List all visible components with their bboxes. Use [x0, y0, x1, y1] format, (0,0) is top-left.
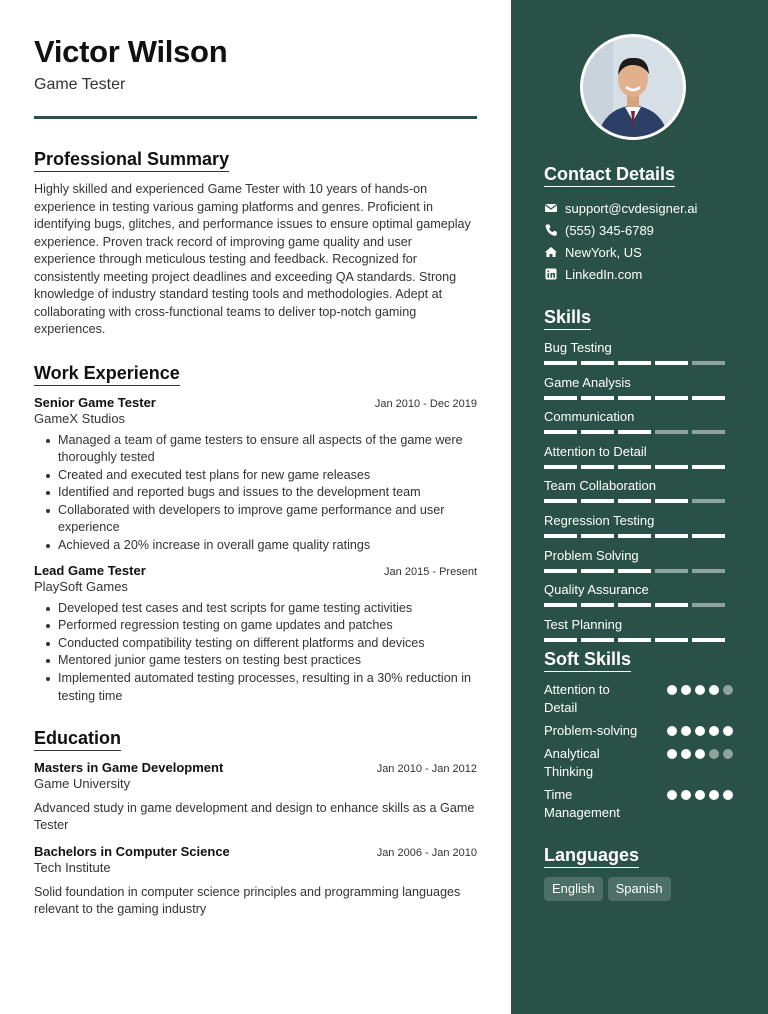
- email-text: support@cvdesigner.ai: [565, 200, 698, 216]
- skill-level-segment: [692, 499, 725, 503]
- skill-level-segment: [692, 569, 725, 573]
- education-entry: [34, 844, 477, 918]
- rating-dot: [667, 726, 677, 736]
- rating-dot: [695, 790, 705, 800]
- skill-item: [544, 617, 733, 642]
- rating-dot: [709, 749, 719, 759]
- skill-level-bar: [544, 396, 733, 400]
- skill-level-segment: [544, 396, 577, 400]
- skill-item: [544, 340, 733, 365]
- skill-level-segment: [692, 430, 725, 434]
- skill-name: Test Planning: [544, 616, 623, 632]
- education-description: Advanced study in game development and design to enhance skills as a Game Tester: [34, 801, 475, 833]
- education-description: Solid foundation in computer science principles and programming languages relevant to the gaming industry: [34, 885, 461, 917]
- soft-skill-name: Analytical Thinking: [544, 746, 600, 779]
- school-name: Game University: [34, 776, 131, 792]
- phone-text: (555) 345-6789: [565, 222, 654, 238]
- soft-skill-rating: [667, 749, 733, 759]
- education-section: [34, 727, 477, 918]
- skill-level-segment: [655, 569, 688, 573]
- job-bullet: Performed regression testing on game updates and patches: [34, 617, 477, 635]
- soft-skill-name: Problem-solving: [544, 723, 638, 738]
- skill-item: [544, 409, 733, 434]
- rating-dot: [681, 790, 691, 800]
- skill-level-segment: [655, 465, 688, 469]
- skill-level-bar: [544, 534, 733, 538]
- skill-item: [544, 444, 733, 469]
- skill-level-segment: [544, 534, 577, 538]
- job-entry: [34, 395, 477, 555]
- skill-name: Quality Assurance: [544, 582, 649, 598]
- language-chips: [544, 877, 733, 901]
- skill-level-segment: [618, 569, 651, 573]
- skill-level-segment: [618, 396, 651, 400]
- skill-level-segment: [692, 534, 725, 538]
- avatar-illustration: [583, 37, 683, 137]
- job-entry: [34, 563, 477, 706]
- job-bullet: Created and executed test plans for new game releases: [34, 467, 477, 485]
- experience-section: [34, 362, 477, 706]
- skill-level-segment: [655, 430, 688, 434]
- skill-level-segment: [544, 361, 577, 365]
- skill-item: [544, 582, 733, 607]
- skill-level-segment: [581, 465, 614, 469]
- candidate-name: Victor Wilson: [34, 34, 228, 69]
- soft-skill-rating: [667, 790, 733, 800]
- soft-skill-rating: [667, 685, 733, 695]
- job-bullet: Developed test cases and test scripts for game testing activities: [34, 600, 477, 618]
- skill-level-segment: [544, 465, 577, 469]
- contact-email[interactable]: [544, 197, 733, 219]
- education-title: Education: [34, 727, 121, 751]
- job-title: Lead Game Tester: [34, 562, 146, 578]
- skill-name: Bug Testing: [544, 340, 612, 355]
- rating-dot: [695, 685, 705, 695]
- location-text: NewYork, US: [565, 244, 642, 260]
- job-dates: Jan 2015 - Present: [384, 565, 477, 578]
- job-bullet: Achieved a 20% increase in overall game quality ratings: [34, 537, 477, 555]
- skill-level-segment: [655, 396, 688, 400]
- degree-title: Bachelors in Computer Science: [34, 844, 230, 860]
- soft-skills-section: [544, 648, 733, 827]
- languages-section: [544, 844, 733, 901]
- skill-level-segment: [581, 638, 614, 642]
- language-chip: Spanish: [608, 877, 671, 901]
- job-bullet: Implemented automated testing processes, resulting in a 30% reduction in testing time: [34, 670, 477, 705]
- skill-level-segment: [544, 603, 577, 607]
- skill-level-segment: [544, 569, 577, 573]
- skill-level-segment: [544, 638, 577, 642]
- skill-level-segment: [544, 430, 577, 434]
- contact-phone[interactable]: [544, 219, 733, 241]
- skills-section: [544, 306, 733, 642]
- skill-level-segment: [581, 534, 614, 538]
- skill-level-segment: [581, 499, 614, 503]
- job-company: GameX Studios: [34, 410, 126, 426]
- summary-text: Highly skilled and experienced Game Tester with 10 years of hands-on experience in testing various gaming platforms and genres. Proficient in identifying bugs, glitches, and performance issues to ensure optimal gameplay experience. Proven track record of improving game quality and user experience through meticulous testing and feedback. Recognized for consistently meeting project deadlines and exceeding QA standards. Strong knowledge of industry standard testing tools and methodologies. Adept at collaborating with cross-functional teams to deliver top-notch gaming experiences.: [34, 182, 471, 336]
- experience-title: Work Experience: [34, 362, 180, 386]
- degree-title: Masters in Game Development: [34, 760, 224, 776]
- header-divider: [34, 116, 477, 119]
- skill-level-segment: [618, 430, 651, 434]
- skill-level-segment: [692, 396, 725, 400]
- job-bullet: Conducted compatibility testing on different platforms and devices: [34, 635, 477, 653]
- summary-section: [34, 148, 477, 339]
- education-dates: Jan 2006 - Jan 2010: [376, 847, 477, 860]
- skill-level-segment: [618, 603, 651, 607]
- rating-dot: [709, 790, 719, 800]
- skill-item: [544, 513, 733, 538]
- skill-level-segment: [581, 361, 614, 365]
- soft-skill-item: [544, 722, 733, 740]
- contact-linkedin[interactable]: [544, 263, 733, 285]
- skill-level-segment: [692, 603, 725, 607]
- skill-item: [544, 478, 733, 503]
- skill-level-segment: [692, 465, 725, 469]
- job-bullets: [34, 432, 477, 555]
- school-name: Tech Institute: [34, 860, 111, 876]
- skill-level-segment: [581, 430, 614, 434]
- envelope-icon: [544, 201, 558, 215]
- skill-level-segment: [618, 638, 651, 642]
- skill-level-bar: [544, 499, 733, 503]
- rating-dot: [667, 749, 677, 759]
- skill-level-segment: [581, 396, 614, 400]
- skill-name: Game Analysis: [544, 374, 631, 390]
- skill-level-bar: [544, 638, 733, 642]
- skill-level-segment: [581, 569, 614, 573]
- skill-level-segment: [618, 361, 651, 365]
- rating-dot: [723, 726, 733, 736]
- rating-dot: [723, 790, 733, 800]
- skill-level-segment: [655, 499, 688, 503]
- skill-level-bar: [544, 603, 733, 607]
- skill-name: Communication: [544, 409, 635, 425]
- skill-level-segment: [618, 534, 651, 538]
- job-bullet: Managed a team of game testers to ensure all aspects of the game were thoroughly tested: [34, 432, 477, 467]
- soft-skill-name: Attention to Detail: [544, 682, 610, 715]
- skill-item: [544, 548, 733, 573]
- linkedin-icon: [544, 267, 558, 281]
- summary-title: Professional Summary: [34, 148, 229, 172]
- language-chip: English: [544, 877, 603, 901]
- rating-dot: [681, 726, 691, 736]
- contact-location: [544, 241, 733, 263]
- rating-dot: [709, 726, 719, 736]
- job-bullets: [34, 600, 477, 706]
- education-dates: Jan 2010 - Jan 2012: [376, 763, 477, 776]
- job-dates: Jan 2010 - Dec 2019: [374, 397, 477, 410]
- skill-name: Regression Testing: [544, 512, 655, 528]
- skill-level-segment: [655, 603, 688, 607]
- soft-skills-list: [544, 681, 733, 822]
- skill-level-bar: [544, 465, 733, 469]
- skill-level-segment: [655, 361, 688, 365]
- skill-name: Team Collaboration: [544, 478, 657, 494]
- skills-title: Skills: [544, 306, 591, 330]
- skill-level-bar: [544, 361, 733, 365]
- skill-level-segment: [655, 638, 688, 642]
- soft-skill-name: Time Management: [544, 787, 620, 820]
- skill-level-segment: [581, 603, 614, 607]
- contact-title: Contact Details: [544, 163, 675, 187]
- education-entry: [34, 760, 477, 834]
- skill-level-segment: [655, 534, 688, 538]
- soft-skill-rating: [667, 726, 733, 736]
- soft-skills-title: Soft Skills: [544, 648, 631, 672]
- skill-level-segment: [618, 465, 651, 469]
- skill-level-segment: [544, 499, 577, 503]
- rating-dot: [723, 749, 733, 759]
- phone-icon: [544, 223, 558, 237]
- soft-skill-item: [544, 745, 733, 781]
- avatar: [580, 34, 686, 140]
- job-bullet: Collaborated with developers to improve game performance and user experience: [34, 502, 477, 537]
- linkedin-text: LinkedIn.com: [565, 266, 643, 282]
- skill-level-segment: [618, 499, 651, 503]
- rating-dot: [695, 749, 705, 759]
- skill-level-bar: [544, 569, 733, 573]
- skill-item: [544, 375, 733, 400]
- job-company: PlaySoft Games: [34, 578, 128, 594]
- skills-list: [544, 340, 733, 642]
- rating-dot: [667, 685, 677, 695]
- soft-skill-item: [544, 681, 733, 717]
- skill-level-segment: [692, 638, 725, 642]
- rating-dot: [709, 685, 719, 695]
- skill-level-bar: [544, 430, 733, 434]
- rating-dot: [681, 749, 691, 759]
- job-bullet: Identified and reported bugs and issues to the development team: [34, 484, 477, 502]
- rating-dot: [723, 685, 733, 695]
- home-icon: [544, 245, 558, 259]
- job-title: Senior Game Tester: [34, 394, 156, 410]
- soft-skill-item: [544, 786, 733, 822]
- candidate-role: Game Tester: [34, 76, 126, 93]
- job-bullet: Mentored junior game testers on testing best practices: [34, 652, 477, 670]
- skill-name: Problem Solving: [544, 547, 639, 563]
- skill-level-segment: [692, 361, 725, 365]
- rating-dot: [667, 790, 677, 800]
- languages-title: Languages: [544, 844, 639, 868]
- rating-dot: [695, 726, 705, 736]
- contact-section: [544, 163, 733, 285]
- skill-name: Attention to Detail: [544, 443, 647, 459]
- rating-dot: [681, 685, 691, 695]
- sidebar: [511, 0, 768, 1014]
